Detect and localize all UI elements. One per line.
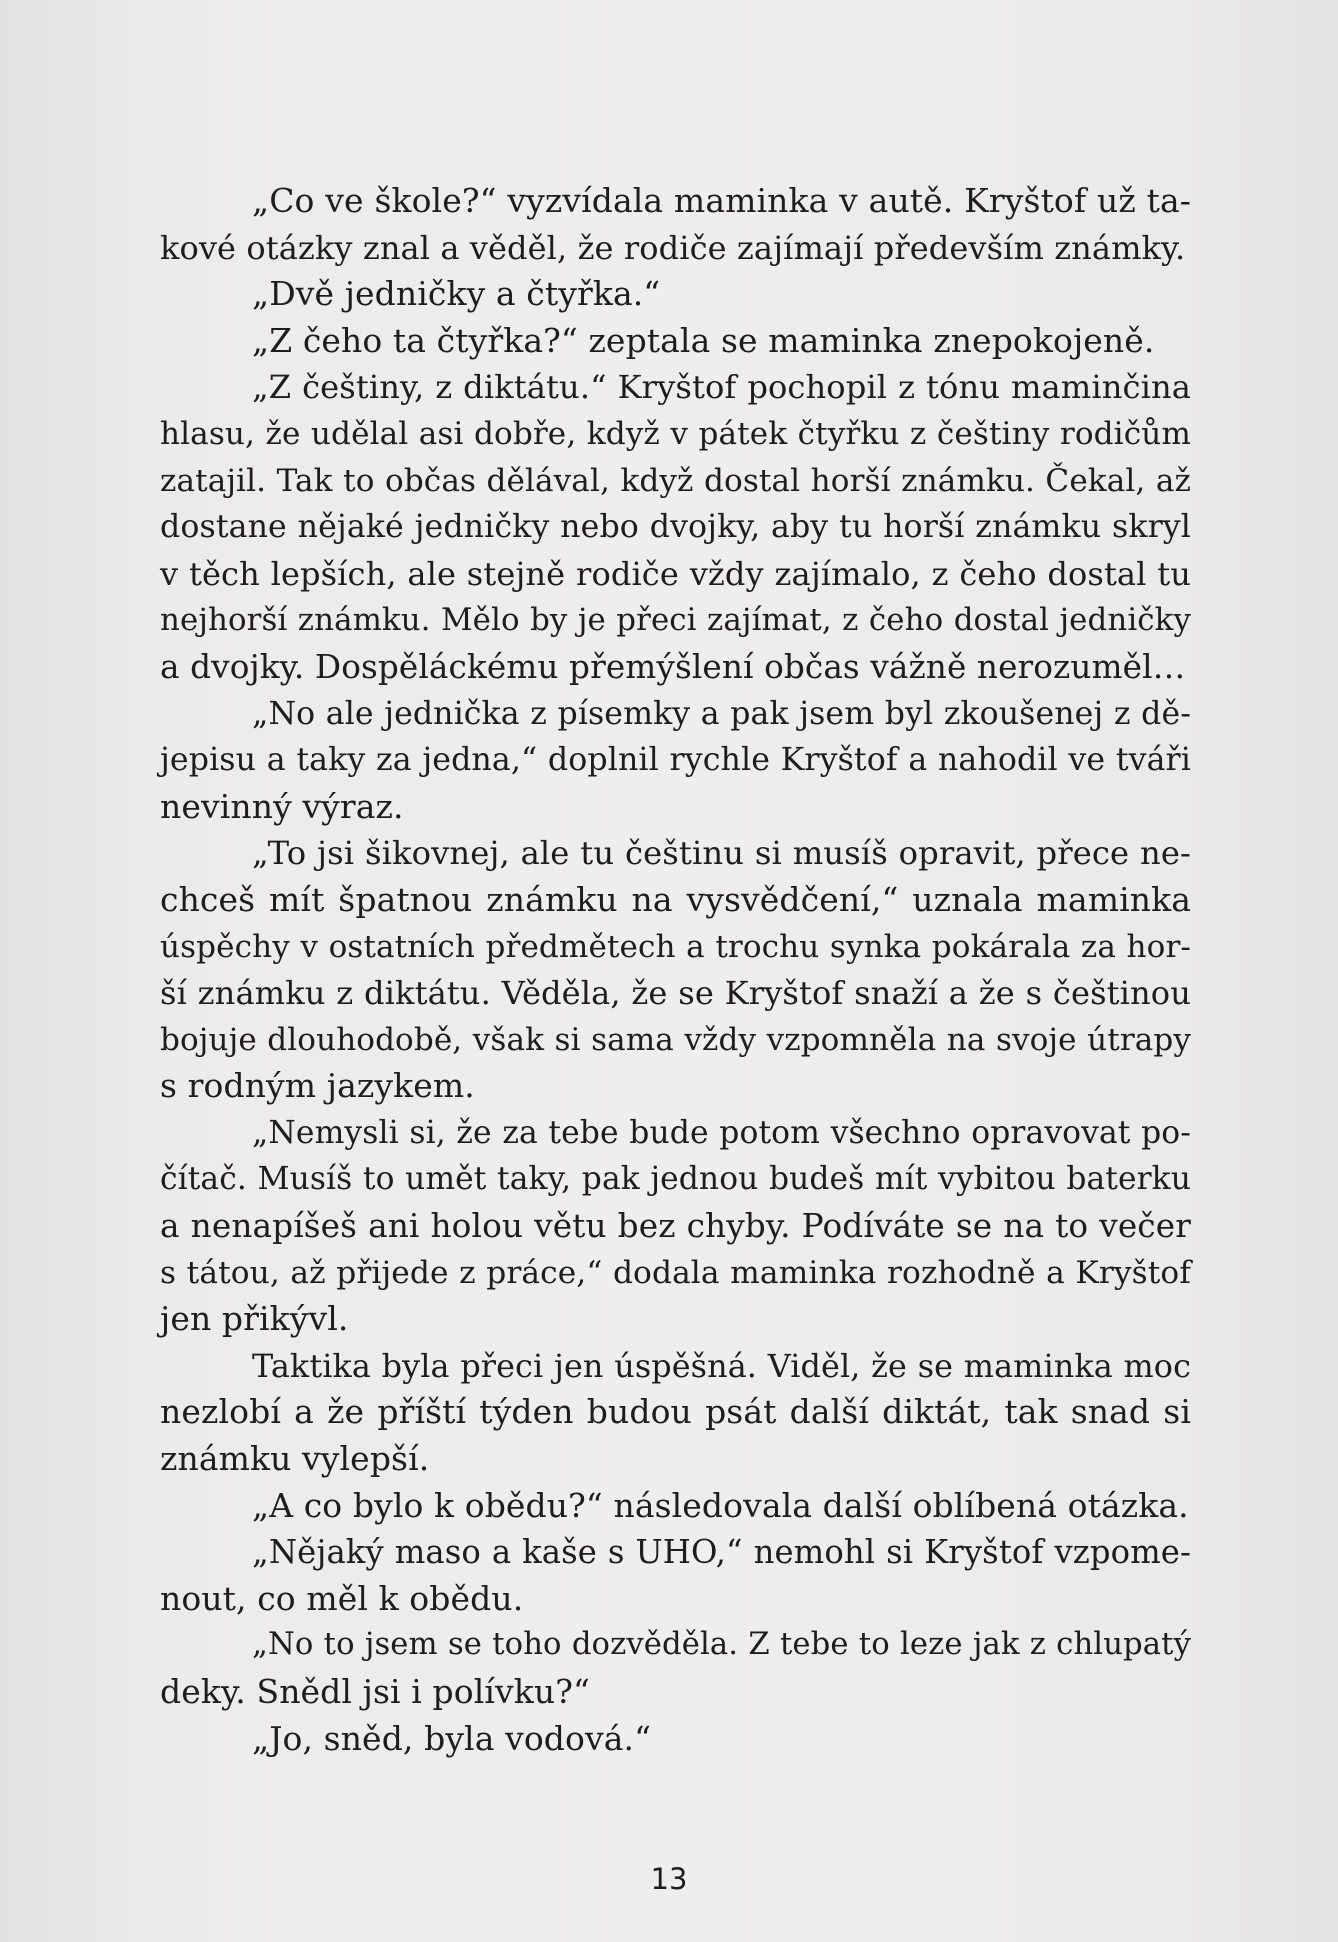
text-line: jen přikývl. bbox=[160, 1299, 349, 1339]
text-line: „Dvě jedničky a čtyřka.“ bbox=[252, 274, 661, 314]
text-line: „No to jsem se toho dozvěděla. Z tebe to leze jak z chlupatý bbox=[252, 1627, 1191, 1663]
text-line: nevinný výraz. bbox=[160, 786, 404, 826]
text-line: Taktika byla přeci jen úspěšná. Viděl, že se maminka moc bbox=[252, 1346, 1191, 1385]
text-line: „Jo, sněd, byla vodová.“ bbox=[252, 1718, 652, 1758]
text-line: kové otázky znal a věděl, že rodiče zajímají především známky. bbox=[160, 228, 1186, 267]
page-body-text bbox=[160, 178, 1191, 1762]
text-line: úspěchy v ostatních předmětech a trochu synka pokárala za hor- bbox=[160, 928, 1191, 965]
text-line: v těch lepších, ale stejně rodiče vždy zajímalo, z čeho dostal tu bbox=[160, 554, 1191, 593]
text-line: nout, co měl k obědu. bbox=[160, 1578, 524, 1618]
text-line: „Nemysli si, že za tebe bude potom všechno opravovat po- bbox=[252, 1114, 1191, 1151]
text-line: „No ale jednička z písemky a pak jsem byl zkoušenej z dě- bbox=[252, 695, 1191, 732]
text-line: chceš mít špatnou známku na vysvědčení,“ uznala maminka bbox=[160, 879, 1191, 919]
text-line: a dvojky. Dospěláckému přemýšlení občas vážně nerozuměl… bbox=[160, 647, 1186, 686]
text-line: „A co bylo k obědu?“ následovala další oblíbená otázka. bbox=[252, 1485, 1189, 1525]
text-line: nezlobí a že příští týden budou psát další diktát, tak snad si bbox=[160, 1392, 1191, 1432]
text-line: dostane nějaké jedničky nebo dvojky, aby tu horší známku skryl bbox=[160, 509, 1191, 546]
text-line: a nenapíšeš ani holou větu bez chyby. Podíváte se na to večer bbox=[160, 1207, 1191, 1246]
text-line: „To jsi šikovnej, ale tu češtinu si musíš opravit, přece ne- bbox=[252, 834, 1191, 873]
text-line: „Nějaký maso a kaše s UHO,“ nemohl si Kryštof vzpome- bbox=[252, 1533, 1191, 1572]
text-line: „Z čeho ta čtyřka?“ zeptala se maminka znepokojeně. bbox=[252, 320, 1155, 360]
text-line: ší známku z diktátu. Věděla, že se Kryštof snaží a že s češtinou bbox=[160, 974, 1191, 1013]
text-line: bojuje dlouhodobě, však si sama vždy vzpomněla na svoje útrapy bbox=[160, 1021, 1191, 1058]
text-line: s tátou, až přijede z práce,“ dodala maminka rozhodně a Kryštof bbox=[160, 1254, 1191, 1291]
text-line: jepisu a taky za jedna,“ doplnil rychle Kryštof a nahodil ve tváři bbox=[160, 742, 1191, 779]
text-line: hlasu, že udělal asi dobře, když v pátek čtyřku z češtiny rodičům bbox=[160, 415, 1191, 452]
text-line: s rodným jazykem. bbox=[160, 1066, 475, 1106]
text-line: deky. Snědl jsi i polívku?“ bbox=[160, 1672, 590, 1711]
text-line: zatajil. Tak to občas dělával, když dostal horší známku. Čekal, až bbox=[160, 462, 1191, 499]
text-line: čítač. Musíš to umět taky, pak jednou budeš mít vybitou baterku bbox=[160, 1161, 1191, 1198]
text-line: známku vylepší. bbox=[160, 1439, 430, 1479]
text-line: nejhorší známku. Mělo by je přeci zajímat, z čeho dostal jedničky bbox=[160, 602, 1191, 639]
page-number: 13 bbox=[650, 1862, 688, 1896]
text-line: „Z češtiny, z diktátu.“ Kryštof pochopil z tónu maminčina bbox=[252, 368, 1191, 407]
text-line: „Co ve škole?“ vyzvídala maminka v autě. Kryštof už ta- bbox=[252, 181, 1191, 220]
